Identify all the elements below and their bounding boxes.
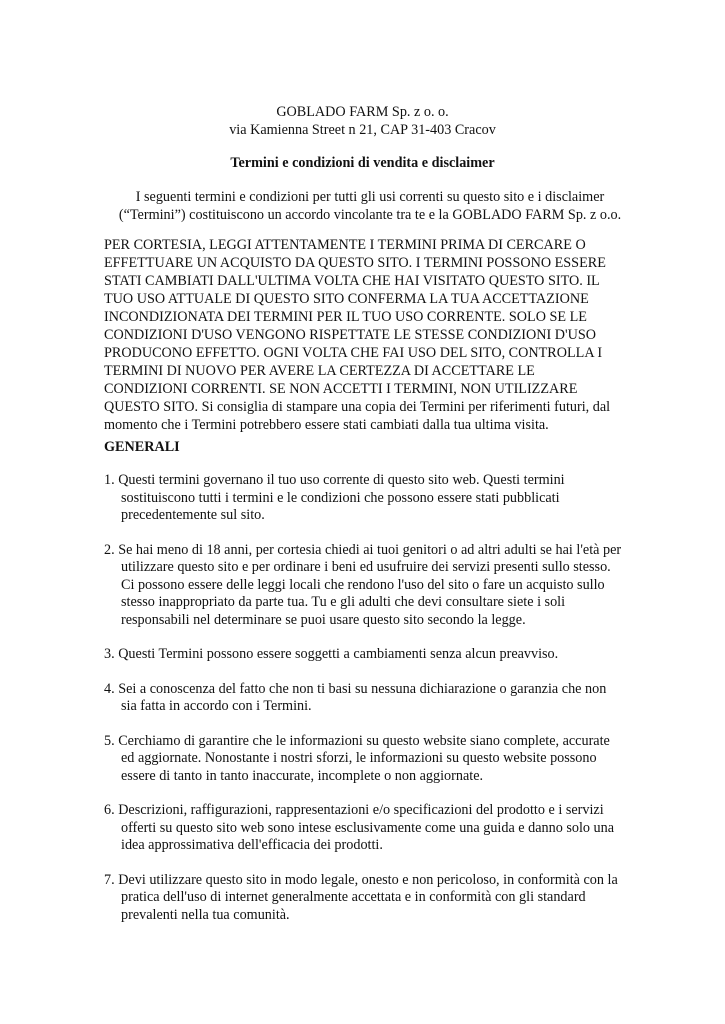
term-item-4 — [104, 681, 644, 716]
warning-line: STATI CAMBIATI DALL'ULTIMA VOLTA CHE HAI VISITATO QUESTO SITO. IL — [104, 273, 600, 289]
term-line: 2. Se hai meno di 18 anni, per cortesia chiedi ai tuoi genitori o ad altri adulti se hai l'età per — [104, 541, 622, 558]
term-line: prevalenti nella tua comunità. — [121, 906, 290, 923]
warning-line: PRODUCONO EFFETTO. OGNI VOLTA CHE FAI USO DEL SITO, CONTROLLA I — [104, 345, 603, 361]
term-line: utilizzare questo sito e per ordinare i beni ed usufruire dei servizi presenti sullo stesso. — [121, 559, 611, 575]
term-line: 6. Descrizioni, raffigurazioni, rappresentazioni e/o specificazioni del prodotto e i servizi — [104, 802, 604, 818]
intro-line: I seguenti termini e condizioni per tutti gli usi correnti su questo sito e i disclaimer — [135, 189, 605, 205]
warning-paragraph — [104, 236, 644, 434]
warning-line: EFFETTUARE UN ACQUISTO DA QUESTO SITO. I TERMINI POSSONO ESSERE — [104, 255, 606, 271]
warning-line: QUESTO SITO. Si consiglia di stampare una copia dei Termini per riferimenti futuri, dal — [104, 399, 611, 415]
term-line: pratica dell'uso di internet generalmente accettata e in conformità con gli standard — [121, 889, 586, 905]
term-item-2 — [104, 542, 644, 630]
term-item-3 — [104, 646, 644, 664]
section-heading: GENERALI — [104, 439, 180, 455]
document-title: Termini e condizioni di vendita e disclaimer — [230, 155, 495, 171]
term-line: 7. Devi utilizzare questo sito in modo legale, onesto e non pericoloso, in conformità con la — [104, 871, 618, 888]
warning-line: INCONDIZIONATA DEI TERMINI PER IL TUO USO CORRENTE. SOLO SE LE — [104, 309, 587, 325]
term-line: Ci possono essere delle leggi locali che rendono l'uso del sito o fare un acquisto sullo — [121, 576, 605, 593]
term-item-7 — [104, 872, 644, 925]
term-line: 1. Questi termini governano il tuo uso corrente di questo sito web. Questi termini — [104, 472, 565, 488]
term-line: stesso inappropriato da parte tua. Tu e gli adulti che devi consultare siete i soli — [121, 594, 566, 610]
term-item-1 — [104, 472, 644, 525]
term-line: 5. Cerchiamo di garantire che le informazioni su questo website siano complete, accurate — [104, 732, 610, 749]
intro-paragraph — [100, 188, 640, 224]
company-name: GOBLADO FARM Sp. z o. o. — [276, 104, 449, 120]
company-address: via Kamienna Street n 21, CAP 31-403 Cracov — [229, 122, 496, 138]
term-line: 4. Sei a conoscenza del fatto che non ti basi su nessuna dichiarazione o garanzia che non — [104, 680, 607, 697]
terms-list — [104, 472, 644, 941]
warning-line: TERMINI DI NUOVO PER AVERE LA CERTEZZA DI ACCETTARE LE — [104, 363, 535, 379]
term-line: ed aggiornate. Nonostante i nostri sforzi, le informazioni su questo website possono — [121, 750, 597, 766]
term-line: sia fatta in accordo con i Termini. — [121, 698, 312, 714]
warning-line: PER CORTESIA, LEGGI ATTENTAMENTE I TERMINI PRIMA DI CERCARE O — [104, 237, 586, 253]
warning-line: momento che i Termini potrebbero essere stati cambiati dalla tua ultima visita. — [104, 417, 549, 433]
warning-line: TUO USO ATTUALE DI QUESTO SITO CONFERMA LA TUA ACCETTAZIONE — [104, 291, 589, 307]
term-line: 3. Questi Termini possono essere soggetti a cambiamenti senza alcun preavviso. — [104, 646, 559, 662]
term-item-5 — [104, 733, 644, 786]
term-line: essere di tanto in tanto inaccurate, incomplete o non aggiornate. — [121, 767, 484, 784]
intro-line: (“Termini”) costituiscono un accordo vincolante tra te e la GOBLADO FARM Sp. z o.o. — [118, 207, 622, 223]
term-line: offerti su questo sito web sono intese esclusivamente come una guida e danno solo una — [121, 819, 615, 836]
warning-line: CONDIZIONI D'USO VENGONO RISPETTATE LE STESSE CONDIZIONI D'USO — [104, 327, 596, 343]
warning-line: CONDIZIONI CORRENTI. SE NON ACCETTI I TERMINI, NON UTILIZZARE — [104, 381, 578, 397]
term-line: idea approssimativa dell'efficacia dei prodotti. — [121, 837, 383, 853]
term-line: responsabili nel determinare se puoi usare questo sito secondo la legge. — [121, 611, 526, 628]
term-line: precedentemente sul sito. — [121, 507, 265, 523]
term-line: sostituiscono tutti i termini e le condizioni che possono essere stati pubblicati — [121, 489, 560, 506]
term-item-6 — [104, 802, 644, 855]
